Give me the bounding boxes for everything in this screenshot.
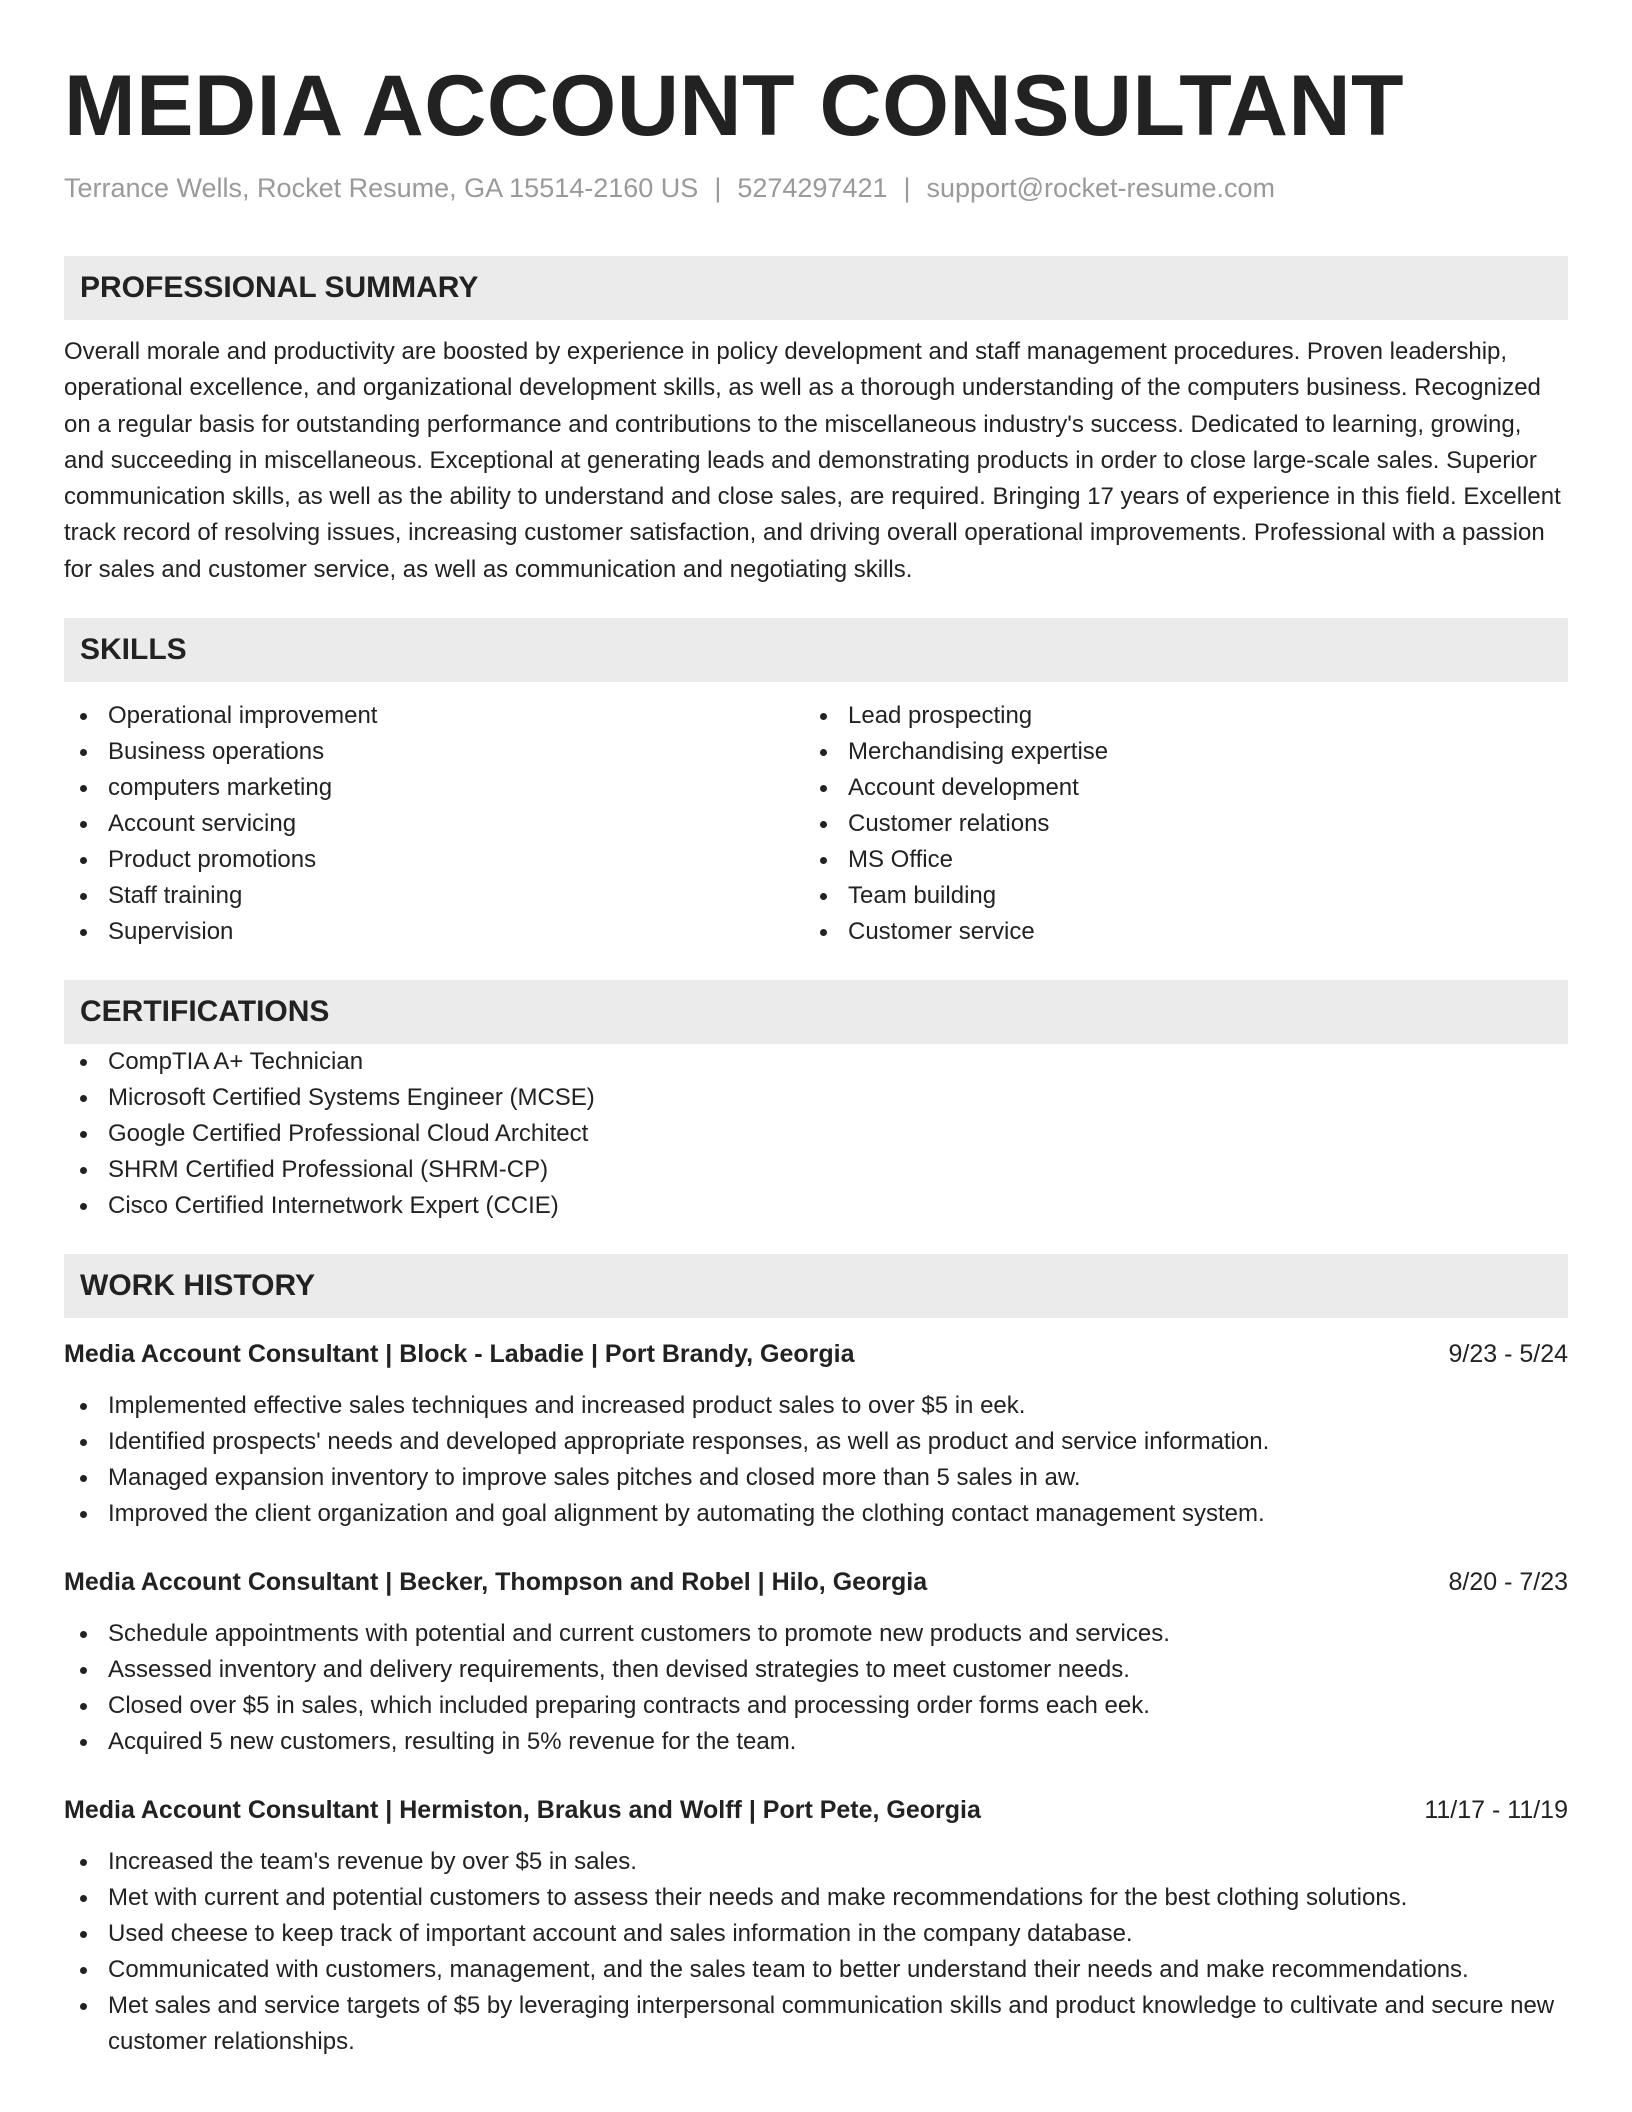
skills-grid [64, 698, 1568, 950]
skill-item: Business operations [64, 734, 804, 770]
skill-item: Operational improvement [64, 698, 804, 734]
certifications-list [64, 1044, 1568, 1224]
certification-item: Microsoft Certified Systems Engineer (MCSE) [64, 1080, 1568, 1116]
job-bullet: Met with current and potential customers to assess their needs and make recommendations for the best clothing solutions. [64, 1880, 1568, 1916]
contact-email: support@rocket-resume.com [926, 173, 1276, 203]
skill-item: computers marketing [64, 770, 804, 806]
skills-column-right [804, 698, 1544, 950]
job-header [64, 1564, 1568, 1600]
summary-text: Overall morale and productivity are boosted by experience in policy development and staff management procedures. Proven leadership, operational excellence, and organizational development skills, as well as a thorough understanding of the computers business. Recognized on a regular basis for outstanding performance and contributions to the miscellaneous industry's success. Dedicated to learning, growing, and succeeding in miscellaneous. Exceptional at generating leads and demonstrating products in order to close large-scale sales. Superior communication skills, as well as the ability to understand and close sales, are required. Bringing 17 years of experience in this field. Excellent track record of resolving issues, increasing customer satisfaction, and driving overall operational improvements. Professional with a passion for sales and customer service, as well as communication and negotiating skills. [64, 338, 1561, 583]
skill-item: Product promotions [64, 842, 804, 878]
skill-item: Staff training [64, 878, 804, 914]
job-entry [64, 1336, 1568, 1532]
skills-heading: SKILLS [64, 618, 1568, 682]
job-bullet: Improved the client organization and goal alignment by automating the clothing contact management system. [64, 1496, 1568, 1532]
contact-address: Terrance Wells, Rocket Resume, GA 15514-2160 US [64, 173, 699, 203]
job-entry [64, 1564, 1568, 1760]
job-bullets [64, 1844, 1568, 2060]
job-header [64, 1336, 1568, 1372]
contact-line [64, 170, 1568, 206]
resume-title: MEDIA ACCOUNT CONSULTANT [64, 58, 1405, 154]
job-bullet: Assessed inventory and delivery requirements, then devised strategies to meet customer needs. [64, 1652, 1568, 1688]
job-bullet: Acquired 5 new customers, resulting in 5% revenue for the team. [64, 1724, 1568, 1760]
summary-heading: PROFESSIONAL SUMMARY [64, 256, 1568, 320]
job-bullet: Closed over $5 in sales, which included preparing contracts and processing order forms each eek. [64, 1688, 1568, 1724]
certification-item: Google Certified Professional Cloud Architect [64, 1116, 1568, 1152]
job-bullet: Managed expansion inventory to improve sales pitches and closed more than 5 sales in aw. [64, 1460, 1568, 1496]
job-bullet: Used cheese to keep track of important account and sales information in the company database. [64, 1916, 1568, 1952]
skill-item: MS Office [804, 842, 1544, 878]
work-history-heading: WORK HISTORY [64, 1254, 1568, 1318]
job-bullet: Schedule appointments with potential and current customers to promote new products and services. [64, 1616, 1568, 1652]
certification-item: CompTIA A+ Technician [64, 1044, 1568, 1080]
job-bullets [64, 1388, 1568, 1532]
certification-item: Cisco Certified Internetwork Expert (CCIE) [64, 1188, 1568, 1224]
job-header [64, 1792, 1568, 1828]
certifications-heading: CERTIFICATIONS [64, 980, 1568, 1044]
job-bullet: Implemented effective sales techniques and increased product sales to over $5 in eek. [64, 1388, 1568, 1424]
job-bullet: Increased the team's revenue by over $5 in sales. [64, 1844, 1568, 1880]
job-bullet: Communicated with customers, management, and the sales team to better understand their needs and make recommendations. [64, 1952, 1568, 1988]
job-dates: 9/23 - 5/24 [1448, 1340, 1568, 1369]
certification-item: SHRM Certified Professional (SHRM-CP) [64, 1152, 1568, 1188]
skill-item: Supervision [64, 914, 804, 950]
job-dates: 8/20 - 7/23 [1448, 1568, 1568, 1597]
contact-separator: | [714, 173, 722, 203]
job-title: Media Account Consultant | Hermiston, Brakus and Wolff | Port Pete, Georgia [64, 1796, 981, 1825]
skill-item: Account servicing [64, 806, 804, 842]
job-title: Media Account Consultant | Block - Labadie | Port Brandy, Georgia [64, 1340, 855, 1369]
job-bullet: Met sales and service targets of $5 by leveraging interpersonal communication skills and product knowledge to cultivate and secure new customer relationships. [64, 1988, 1568, 2060]
skill-item: Team building [804, 878, 1544, 914]
skill-item: Lead prospecting [804, 698, 1544, 734]
job-bullets [64, 1616, 1568, 1760]
job-entry [64, 1792, 1568, 2060]
skill-item: Merchandising expertise [804, 734, 1544, 770]
skill-item: Customer service [804, 914, 1544, 950]
job-bullet: Identified prospects' needs and developed appropriate responses, as well as product and service information. [64, 1424, 1568, 1460]
job-dates: 11/17 - 11/19 [1424, 1796, 1568, 1825]
skill-item: Account development [804, 770, 1544, 806]
job-title: Media Account Consultant | Becker, Thompson and Robel | Hilo, Georgia [64, 1568, 928, 1597]
skill-item: Customer relations [804, 806, 1544, 842]
skills-column-left [64, 698, 804, 950]
contact-separator: | [903, 173, 911, 203]
contact-phone: 5274297421 [737, 173, 888, 203]
